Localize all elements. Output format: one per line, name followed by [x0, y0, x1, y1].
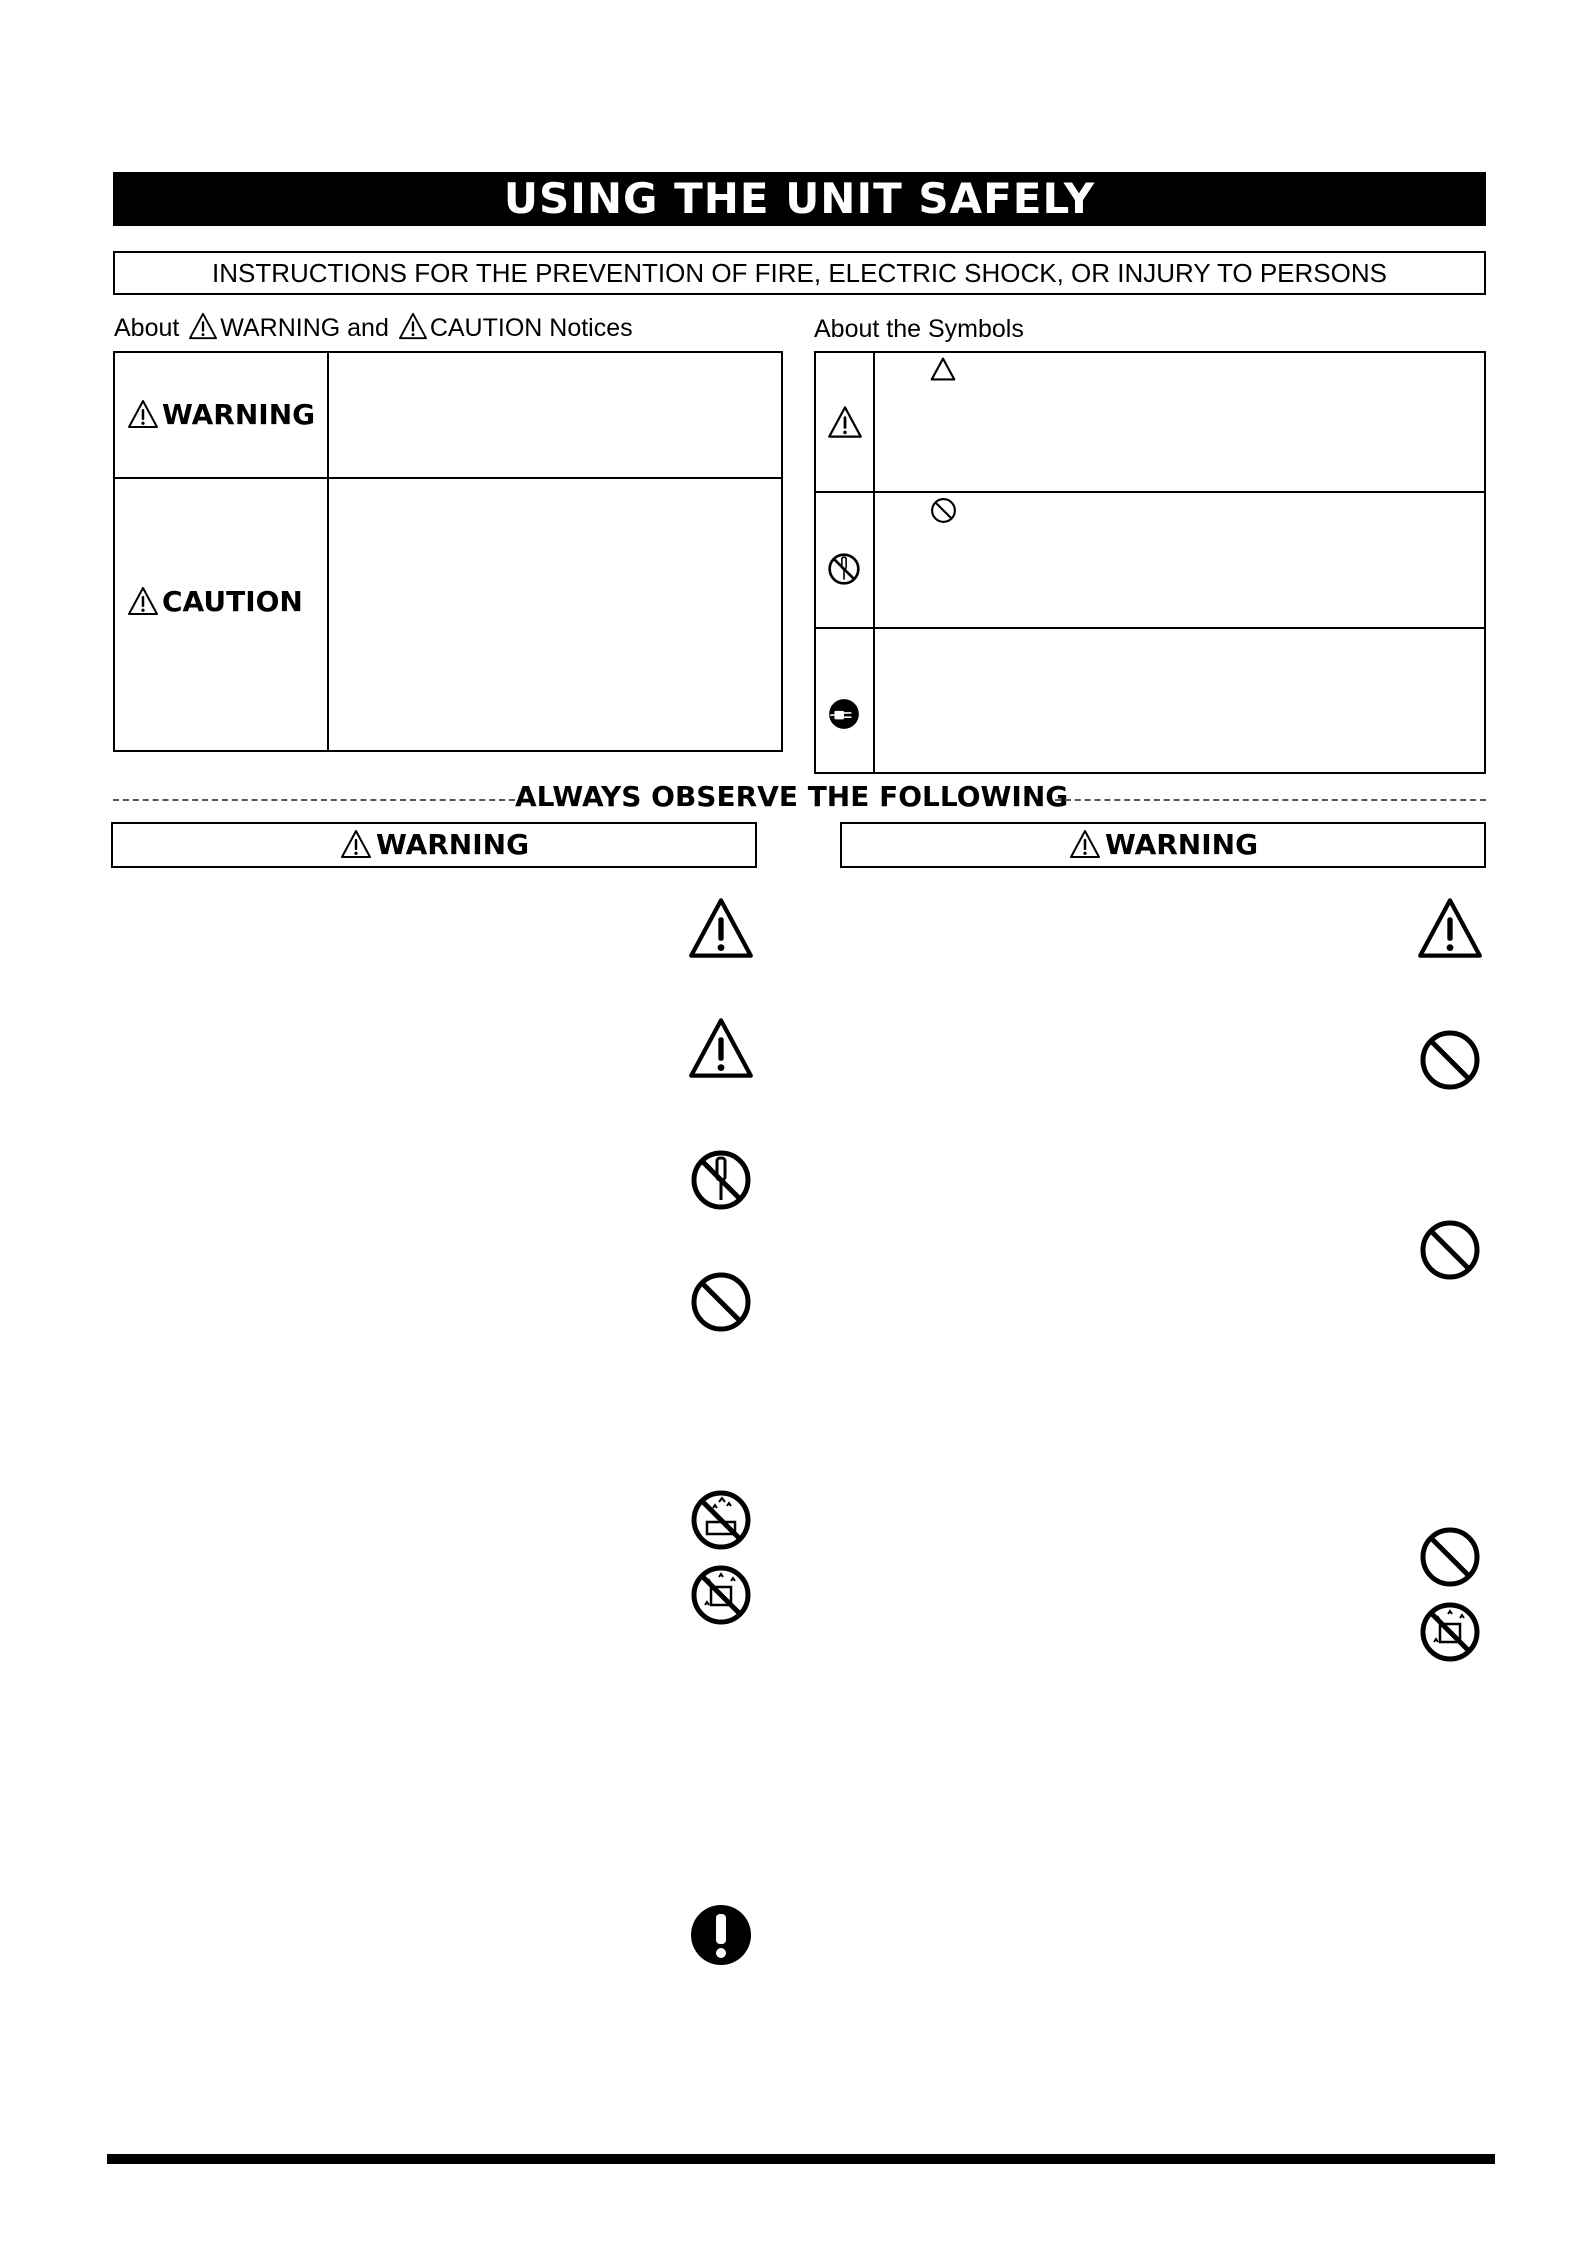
bottom-rule	[107, 2154, 1495, 2164]
warning-triangle-icon	[1068, 829, 1102, 859]
left-icon-2	[687, 1016, 755, 1080]
left-warning-header-text: WARNING	[375, 828, 530, 861]
section-rule-left	[113, 799, 515, 801]
caution-label-text: CAUTION	[162, 585, 303, 618]
symbols-caption: About the Symbols	[814, 315, 1024, 343]
unplug-icon	[827, 697, 861, 731]
caution-triangle-icon	[398, 312, 428, 340]
right-icon-1	[1416, 896, 1484, 960]
right-icon-5	[1418, 1600, 1482, 1664]
no-liquid-icon	[1418, 1600, 1482, 1664]
symbols-row-2-icon	[827, 552, 861, 586]
warning-triangle-icon	[1416, 896, 1484, 960]
notices-caption-prefix: About	[114, 314, 180, 342]
left-icon-3	[689, 1148, 753, 1212]
symbols-table-row-divider-2	[814, 627, 1486, 629]
symbols-table-row-divider-1	[814, 491, 1486, 493]
left-icon-6	[689, 1563, 753, 1627]
page-title: USING THE UNIT SAFELY	[113, 172, 1486, 226]
notices-table-row-divider	[113, 477, 783, 479]
prohibited-icon	[1418, 1525, 1482, 1589]
prohibited-icon	[1418, 1218, 1482, 1282]
mandatory-action-icon	[689, 1903, 753, 1967]
right-icon-4	[1418, 1525, 1482, 1589]
no-liquid-icon	[689, 1563, 753, 1627]
prohibited-icon	[1418, 1028, 1482, 1092]
prohibited-icon	[689, 1270, 753, 1334]
left-warning-header	[111, 822, 757, 868]
symbols-row-1-inline-icon	[928, 356, 958, 382]
warning-label	[127, 398, 315, 431]
left-icon-4	[689, 1270, 753, 1334]
right-warning-header	[840, 822, 1486, 868]
right-icon-3	[1418, 1218, 1482, 1282]
notices-caption-and: and	[347, 314, 389, 342]
caution-triangle-icon	[127, 586, 159, 616]
warning-triangle-icon	[687, 1016, 755, 1080]
right-icon-2	[1418, 1028, 1482, 1092]
warning-triangle-icon	[687, 896, 755, 960]
page-subtitle: INSTRUCTIONS FOR THE PREVENTION OF FIRE, ELECTRIC SHOCK, OR INJURY TO PERSONS	[113, 251, 1486, 295]
symbols-row-1-icon	[827, 405, 863, 439]
do-not-disassemble-icon	[827, 552, 861, 586]
section-rule-right	[1055, 799, 1486, 801]
warning-triangle-icon	[827, 405, 863, 439]
symbols-table	[814, 351, 1486, 774]
do-not-disassemble-icon	[689, 1148, 753, 1212]
small-triangle-icon	[928, 356, 958, 382]
notices-caption	[114, 312, 633, 343]
right-warning-header-text: WARNING	[1104, 828, 1259, 861]
notices-table-divider	[327, 351, 329, 752]
warning-triangle-icon	[127, 399, 159, 429]
left-icon-7	[689, 1903, 753, 1967]
left-icon-5	[689, 1488, 753, 1552]
section-heading: ALWAYS OBSERVE THE FOLLOWING	[515, 780, 1069, 813]
small-prohibit-icon	[930, 497, 957, 524]
symbols-table-divider	[873, 351, 875, 774]
warning-triangle-icon	[188, 312, 218, 340]
warning-label-text: WARNING	[162, 398, 316, 431]
symbols-row-2-inline-icon	[930, 497, 957, 524]
notices-caption-caution: CAUTION Notices	[429, 314, 633, 342]
warning-triangle-icon	[339, 829, 373, 859]
caution-label	[127, 585, 303, 618]
notices-caption-warning: WARNING	[220, 314, 341, 342]
left-icon-1	[687, 896, 755, 960]
no-water-icon	[689, 1488, 753, 1552]
symbols-row-3-icon	[827, 697, 861, 731]
